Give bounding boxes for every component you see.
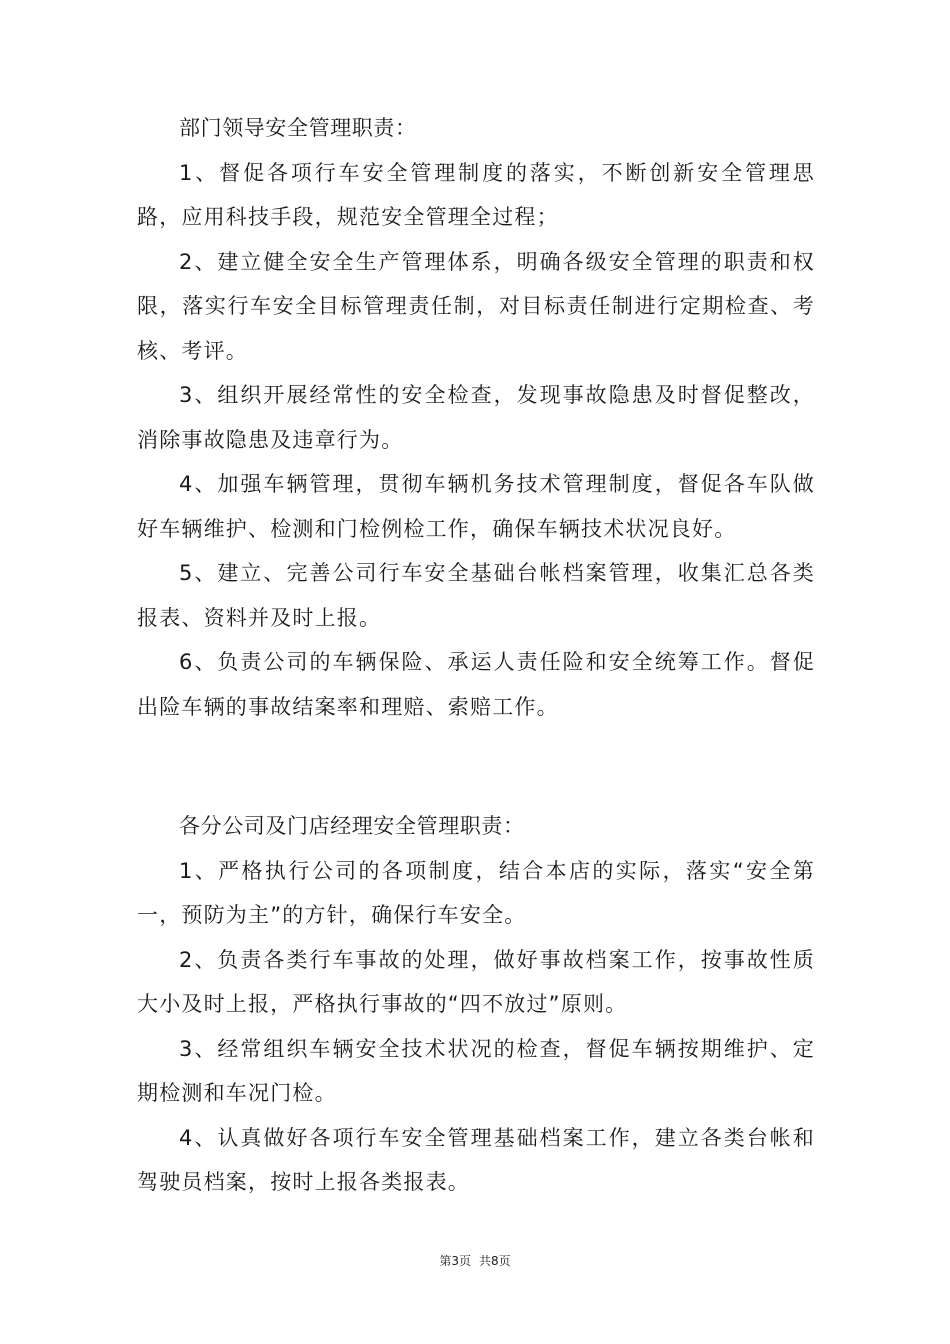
list-item: 4、认真做好各项行车安全管理基础档案工作，建立各类台帐和驾驶员档案，按时上报各类报表。 bbox=[137, 1125, 815, 1194]
list-item: 3、组织开展经常性的安全检查，发现事故隐患及时督促整改，消除事故隐患及违章行为。 bbox=[137, 383, 815, 452]
section-department-leader bbox=[137, 106, 815, 729]
section-branch-manager bbox=[137, 804, 815, 1205]
section-heading: 各分公司及门店经理安全管理职责： bbox=[179, 814, 525, 838]
page-total: 共8页 bbox=[479, 1254, 511, 1268]
list-item: 1、严格执行公司的各项制度，结合本店的实际，落实“安全第一，预防为主”的方针，确保行车安全。 bbox=[137, 858, 815, 927]
list-item: 1、督促各项行车安全管理制度的落实，不断创新安全管理思路，应用科技手段，规范安全管理全过程； bbox=[137, 160, 815, 229]
list-item: 2、建立健全安全生产管理体系，明确各级安全管理的职责和权限，落实行车安全目标管理责任制，对目标责任制进行定期检查、考核、考评。 bbox=[137, 249, 815, 363]
list-item: 6、负责公司的车辆保险、承运人责任险和安全统筹工作。督促出险车辆的事故结案率和理赔、索赔工作。 bbox=[137, 650, 815, 719]
list-item: 4、加强车辆管理，贯彻车辆机务技术管理制度，督促各车队做好车辆维护、检测和门检例检工作，确保车辆技术状况良好。 bbox=[137, 472, 815, 541]
list-item: 5、建立、完善公司行车安全基础台帐档案管理，收集汇总各类报表、资料并及时上报。 bbox=[137, 561, 815, 630]
section-heading: 部门领导安全管理职责： bbox=[179, 116, 417, 140]
list-item: 3、经常组织车辆安全技术状况的检查，督促车辆按期维护、定期检测和车况门检。 bbox=[137, 1036, 815, 1105]
list-item: 2、负责各类行车事故的处理，做好事故档案工作，按事故性质大小及时上报，严格执行事故的“四不放过”原则。 bbox=[137, 947, 815, 1016]
page-footer bbox=[0, 1253, 950, 1269]
page-number: 第3页 bbox=[439, 1254, 471, 1268]
